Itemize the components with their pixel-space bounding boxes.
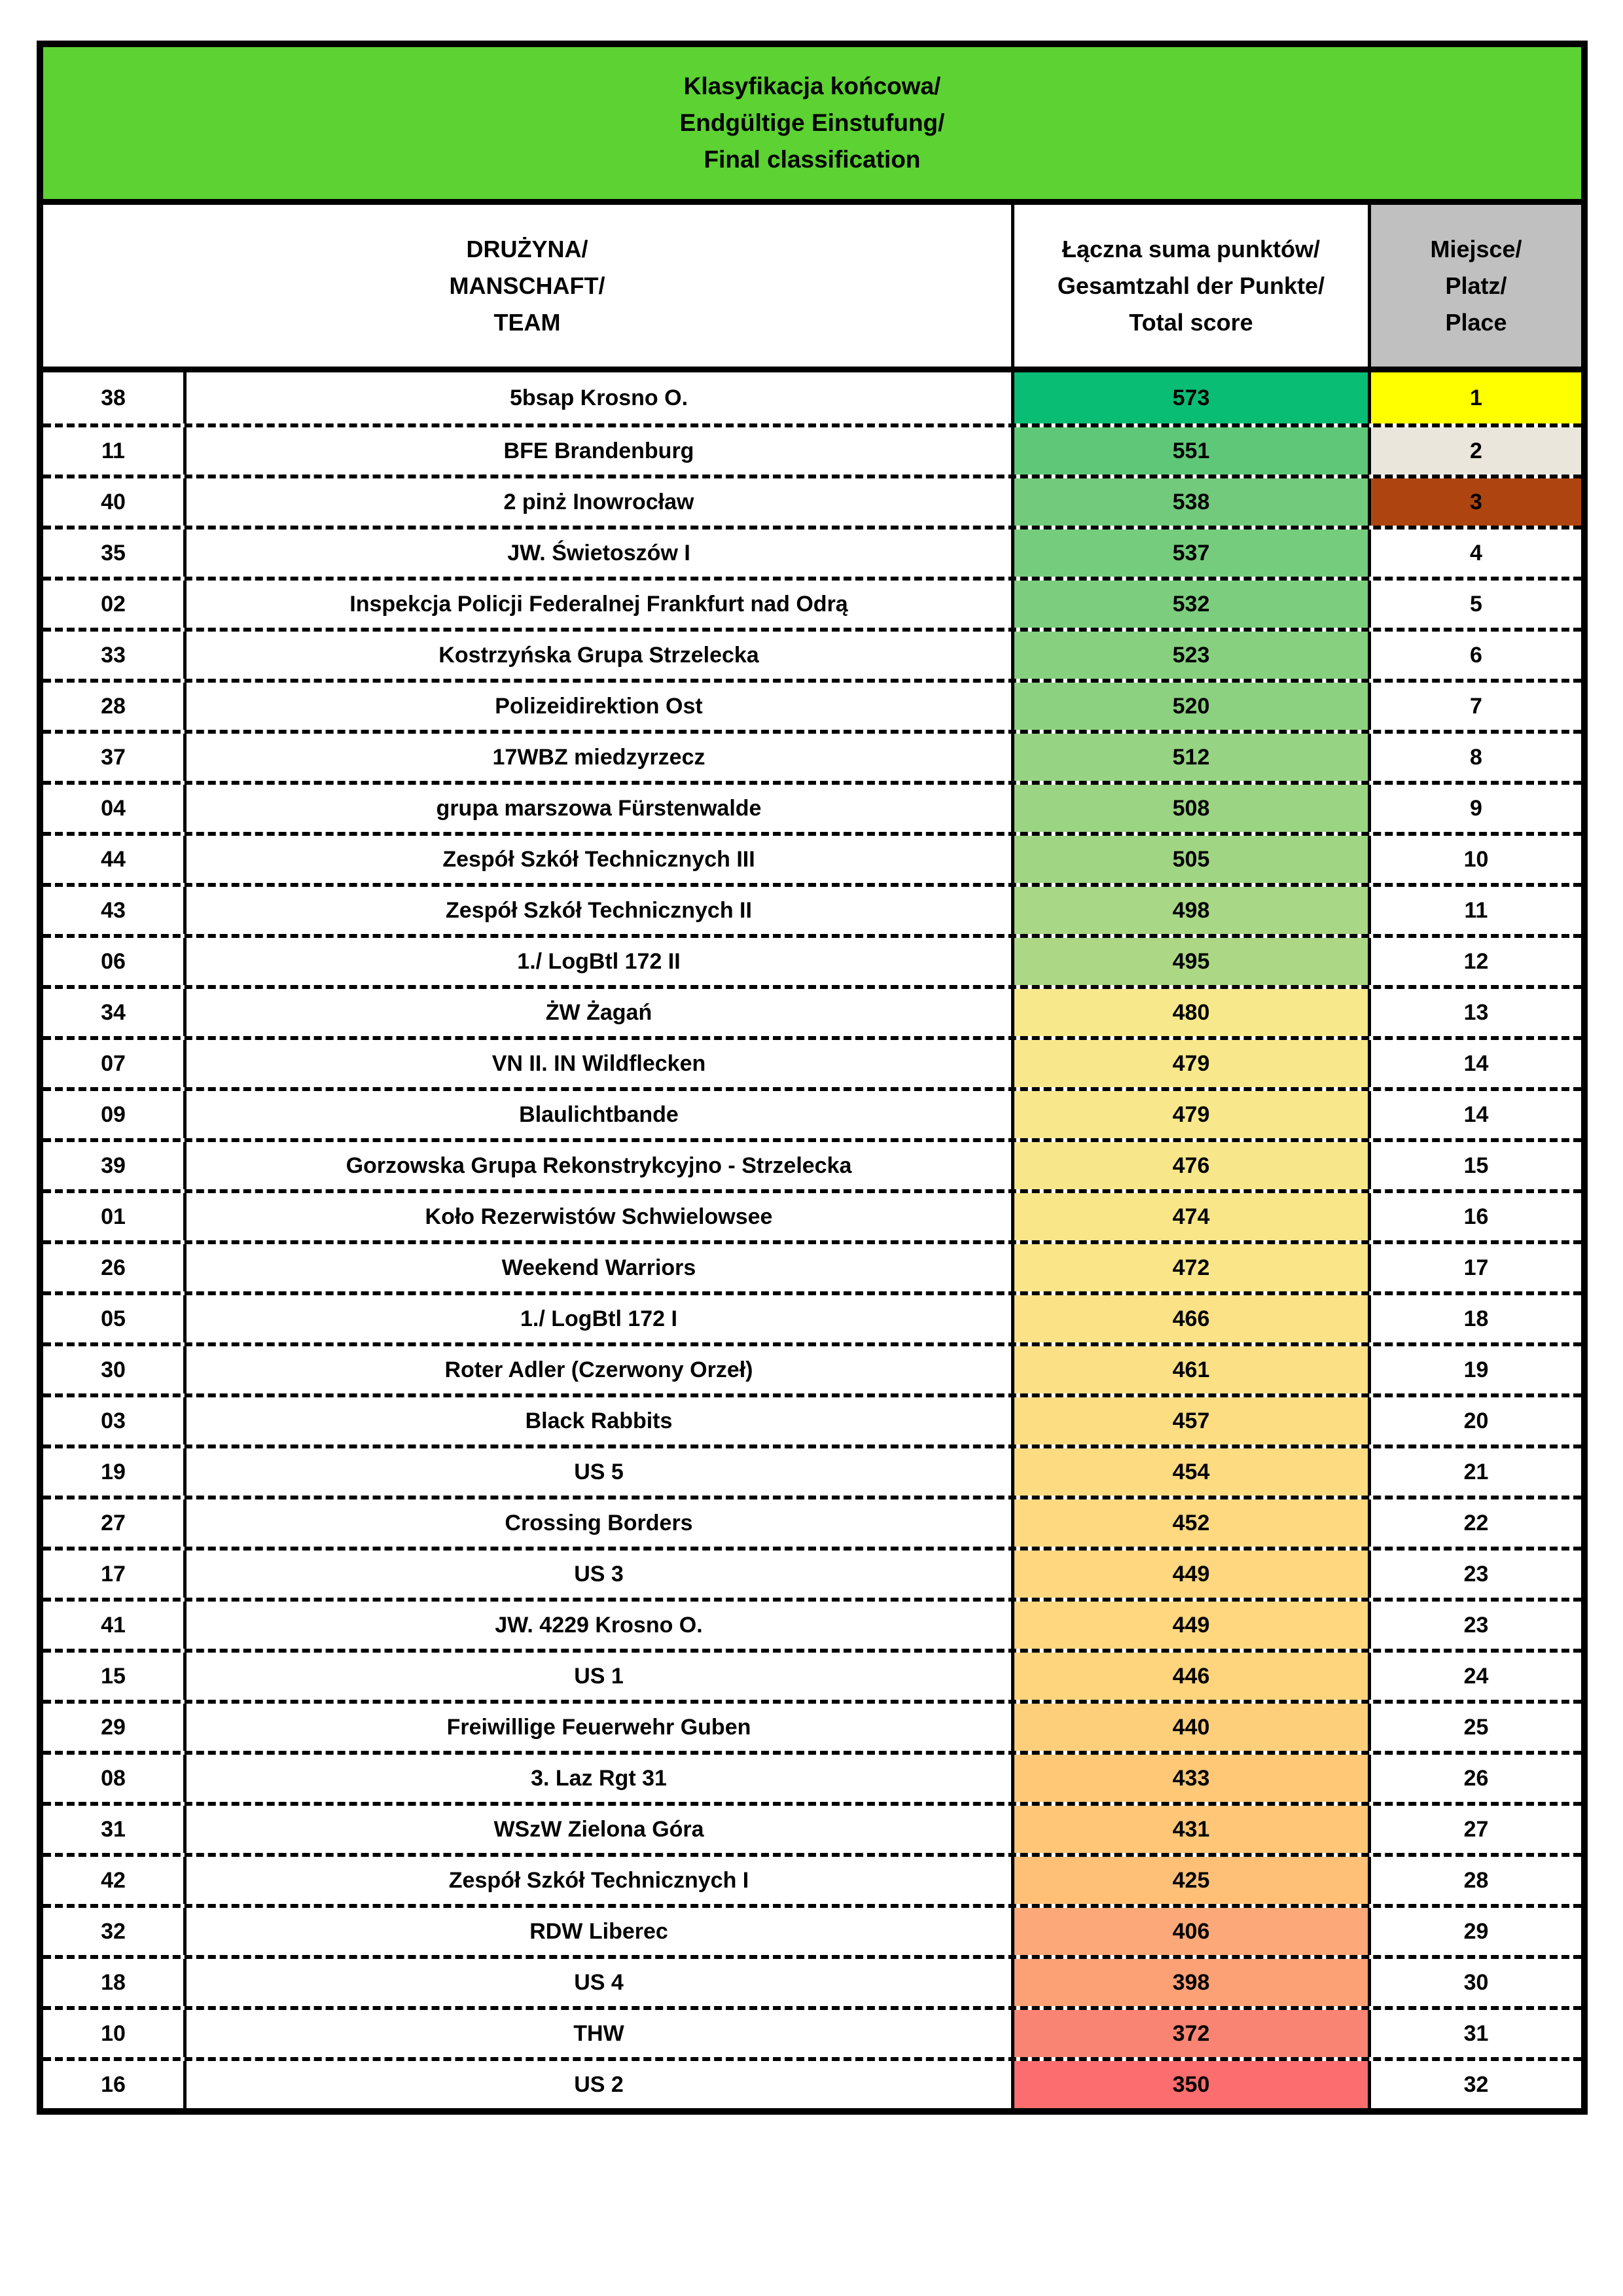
table-row xyxy=(43,2006,1581,2057)
team-id-cell: 27 xyxy=(101,1510,126,1535)
score-cell: 457 xyxy=(1011,1397,1368,1444)
score-cell: 433 xyxy=(1011,1755,1368,1802)
team-name-cell: WSzW Zielona Góra xyxy=(183,1806,1011,1853)
team-id-cell: 11 xyxy=(101,438,125,463)
score-cell: 505 xyxy=(1011,836,1368,883)
team-name-cell: US 4 xyxy=(183,1959,1011,2006)
team-name-cell: Roter Adler (Czerwony Orzeł) xyxy=(183,1346,1011,1393)
team-name-cell: Crossing Borders xyxy=(183,1499,1011,1547)
team-id-cell: 38 xyxy=(101,385,126,410)
team-name-cell: Inspekcja Policji Federalnej Frankfurt nad Odrą xyxy=(183,581,1011,628)
score-cell: 479 xyxy=(1011,1040,1368,1087)
table-row xyxy=(43,1291,1581,1342)
table-row xyxy=(43,1751,1581,1802)
table-row xyxy=(43,1547,1581,1598)
table-row xyxy=(43,1393,1581,1444)
header-row xyxy=(43,205,1581,372)
team-id-cell: 39 xyxy=(101,1153,126,1178)
table-row xyxy=(43,628,1581,679)
team-id-cell: 04 xyxy=(101,795,126,821)
team-id-cell: 18 xyxy=(101,1969,126,1995)
table-row xyxy=(43,1649,1581,1700)
score-cell: 454 xyxy=(1011,1448,1368,1496)
score-cell: 551 xyxy=(1011,427,1368,475)
place-cell: 11 xyxy=(1368,887,1581,934)
team-name-cell: US 2 xyxy=(183,2061,1011,2108)
table-row xyxy=(43,372,1581,423)
place-cell: 14 xyxy=(1368,1091,1581,1138)
team-id-cell: 32 xyxy=(101,1918,126,1944)
team-name-cell: US 1 xyxy=(183,1653,1011,1700)
team-id-cell: 29 xyxy=(101,1714,126,1740)
team-name-cell: Zespół Szkół Technicznych III xyxy=(183,836,1011,883)
score-cell: 466 xyxy=(1011,1295,1368,1342)
team-id-cell: 26 xyxy=(101,1255,126,1280)
team-id-cell: 15 xyxy=(101,1663,126,1689)
table-row xyxy=(43,526,1581,577)
team-name-cell: 2 pinż Inowrocław xyxy=(183,478,1011,526)
column-header-place xyxy=(1368,205,1581,367)
place-cell: 16 xyxy=(1368,1193,1581,1240)
team-id-cell: 37 xyxy=(101,744,126,770)
table-row xyxy=(43,1036,1581,1087)
place-cell: 9 xyxy=(1368,785,1581,832)
place-cell: 6 xyxy=(1368,632,1581,679)
score-cell: 398 xyxy=(1011,1959,1368,2006)
place-cell: 20 xyxy=(1368,1397,1581,1444)
team-id-cell: 08 xyxy=(101,1765,126,1791)
team-name-cell: Zespół Szkół Technicznych II xyxy=(183,887,1011,934)
table-row xyxy=(43,2057,1581,2108)
team-name-cell: Blaulichtbande xyxy=(183,1091,1011,1138)
table-row xyxy=(43,1138,1581,1189)
team-id-cell: 17 xyxy=(101,1561,126,1587)
score-cell: 508 xyxy=(1011,785,1368,832)
team-name-cell: Weekend Warriors xyxy=(183,1244,1011,1291)
team-id-cell: 07 xyxy=(101,1050,126,1076)
title-line-german: Endgültige Einstufung/ xyxy=(679,109,945,136)
classification-table xyxy=(37,41,1588,2115)
column-header-score xyxy=(1011,205,1368,367)
team-name-cell: RDW Liberec xyxy=(183,1908,1011,1955)
table-row xyxy=(43,1496,1581,1547)
team-id-cell: 10 xyxy=(101,2020,126,2046)
team-name-cell: Koło Rezerwistów Schwielowsee xyxy=(183,1193,1011,1240)
score-cell: 350 xyxy=(1011,2061,1368,2108)
place-cell: 18 xyxy=(1368,1295,1581,1342)
place-header-polish: Miejsce/ xyxy=(1430,235,1522,262)
score-cell: 523 xyxy=(1011,632,1368,679)
table-row xyxy=(43,1904,1581,1955)
place-cell: 14 xyxy=(1368,1040,1581,1087)
place-cell: 5 xyxy=(1368,581,1581,628)
team-id-cell: 31 xyxy=(101,1816,126,1842)
team-name-cell: Gorzowska Grupa Rekonstrykcyjno - Strzelecka xyxy=(183,1142,1011,1189)
place-cell: 32 xyxy=(1368,2061,1581,2108)
team-id-cell: 06 xyxy=(101,948,126,974)
place-cell: 7 xyxy=(1368,683,1581,730)
team-id-cell: 40 xyxy=(101,489,126,514)
team-id-cell: 02 xyxy=(101,591,126,617)
team-name-cell: Polizeidirektion Ost xyxy=(183,683,1011,730)
score-cell: 425 xyxy=(1011,1857,1368,1904)
score-cell: 495 xyxy=(1011,938,1368,985)
score-cell: 472 xyxy=(1011,1244,1368,1291)
team-id-cell: 33 xyxy=(101,642,126,668)
team-name-cell: 1./ LogBtl 172 I xyxy=(183,1295,1011,1342)
score-cell: 537 xyxy=(1011,529,1368,577)
score-cell: 476 xyxy=(1011,1142,1368,1189)
score-header-german: Gesamtzahl der Punkte/ xyxy=(1057,272,1325,299)
team-id-cell: 30 xyxy=(101,1357,126,1382)
table-row xyxy=(43,1444,1581,1496)
team-name-cell: BFE Brandenburg xyxy=(183,427,1011,475)
place-cell: 27 xyxy=(1368,1806,1581,1853)
score-header-english: Total score xyxy=(1129,308,1253,336)
team-id-cell: 34 xyxy=(101,999,126,1025)
team-name-cell: Black Rabbits xyxy=(183,1397,1011,1444)
score-cell: 452 xyxy=(1011,1499,1368,1547)
table-row xyxy=(43,1955,1581,2006)
score-cell: 449 xyxy=(1011,1551,1368,1598)
place-cell: 4 xyxy=(1368,529,1581,577)
place-cell: 25 xyxy=(1368,1704,1581,1751)
score-cell: 512 xyxy=(1011,734,1368,781)
place-cell: 28 xyxy=(1368,1857,1581,1904)
team-name-cell: Zespół Szkół Technicznych I xyxy=(183,1857,1011,1904)
place-cell: 24 xyxy=(1368,1653,1581,1700)
score-cell: 446 xyxy=(1011,1653,1368,1700)
score-cell: 449 xyxy=(1011,1602,1368,1649)
team-name-cell: 1./ LogBtl 172 II xyxy=(183,938,1011,985)
table-row xyxy=(43,1342,1581,1393)
table-row xyxy=(43,1189,1581,1240)
place-cell: 17 xyxy=(1368,1244,1581,1291)
team-name-cell: grupa marszowa Fürstenwalde xyxy=(183,785,1011,832)
place-cell: 13 xyxy=(1368,989,1581,1036)
team-id-cell: 35 xyxy=(101,540,126,565)
table-row xyxy=(43,883,1581,934)
team-id-cell: 42 xyxy=(101,1867,126,1893)
score-cell: 406 xyxy=(1011,1908,1368,1955)
team-name-cell: 17WBZ miedzyrzecz xyxy=(183,734,1011,781)
table-title xyxy=(43,47,1581,205)
team-name-cell: Kostrzyńska Grupa Strzelecka xyxy=(183,632,1011,679)
team-name-cell: US 3 xyxy=(183,1551,1011,1598)
table-row xyxy=(43,1087,1581,1138)
score-header-polish: Łączna suma punktów/ xyxy=(1061,235,1321,262)
team-id-cell: 05 xyxy=(101,1306,126,1331)
team-name-cell: ŻW Żagań xyxy=(183,989,1011,1036)
team-id-cell: 01 xyxy=(101,1204,126,1229)
score-cell: 538 xyxy=(1011,478,1368,526)
team-id-cell: 03 xyxy=(101,1408,126,1433)
score-cell: 372 xyxy=(1011,2010,1368,2057)
team-name-cell: 5bsap Krosno O. xyxy=(183,372,1011,423)
place-cell: 21 xyxy=(1368,1448,1581,1496)
team-id-cell: 44 xyxy=(101,846,126,872)
team-header-german: MANSCHAFT/ xyxy=(449,272,605,299)
place-cell: 3 xyxy=(1368,478,1581,526)
place-cell: 29 xyxy=(1368,1908,1581,1955)
team-id-cell: 41 xyxy=(101,1612,126,1638)
table-row xyxy=(43,1802,1581,1853)
score-cell: 440 xyxy=(1011,1704,1368,1751)
place-cell: 8 xyxy=(1368,734,1581,781)
rows-container xyxy=(43,372,1581,2108)
team-header-english: TEAM xyxy=(493,308,561,336)
score-cell: 498 xyxy=(1011,887,1368,934)
place-cell: 23 xyxy=(1368,1551,1581,1598)
team-name-cell: JW. Świetoszów I xyxy=(183,529,1011,577)
team-name-cell: US 5 xyxy=(183,1448,1011,1496)
title-line-english: Final classification xyxy=(704,146,921,173)
place-cell: 10 xyxy=(1368,836,1581,883)
table-row xyxy=(43,781,1581,832)
score-cell: 474 xyxy=(1011,1193,1368,1240)
place-header-german: Platz/ xyxy=(1445,272,1507,299)
team-name-cell: VN II. IN Wildflecken xyxy=(183,1040,1011,1087)
place-cell: 30 xyxy=(1368,1959,1581,2006)
place-cell: 2 xyxy=(1368,427,1581,475)
score-cell: 480 xyxy=(1011,989,1368,1036)
score-cell: 461 xyxy=(1011,1346,1368,1393)
place-cell: 19 xyxy=(1368,1346,1581,1393)
place-cell: 12 xyxy=(1368,938,1581,985)
table-row xyxy=(43,985,1581,1036)
team-id-cell: 09 xyxy=(101,1102,126,1127)
table-row xyxy=(43,730,1581,781)
team-name-cell: 3. Laz Rgt 31 xyxy=(183,1755,1011,1802)
table-row xyxy=(43,1853,1581,1904)
table-row xyxy=(43,475,1581,526)
place-cell: 23 xyxy=(1368,1602,1581,1649)
place-cell: 22 xyxy=(1368,1499,1581,1547)
place-cell: 31 xyxy=(1368,2010,1581,2057)
team-name-cell: JW. 4229 Krosno O. xyxy=(183,1602,1011,1649)
table-row xyxy=(43,1240,1581,1291)
table-row xyxy=(43,423,1581,475)
place-header-english: Place xyxy=(1445,308,1507,336)
place-cell: 1 xyxy=(1368,372,1581,423)
score-cell: 520 xyxy=(1011,683,1368,730)
team-id-cell: 28 xyxy=(101,693,126,719)
column-header-team xyxy=(43,205,1011,367)
title-line-polish: Klasyfikacja końcowa/ xyxy=(683,73,941,99)
table-row xyxy=(43,934,1581,985)
place-cell: 26 xyxy=(1368,1755,1581,1802)
team-id-cell: 43 xyxy=(101,897,126,923)
table-row xyxy=(43,832,1581,883)
table-row xyxy=(43,1598,1581,1649)
place-cell: 15 xyxy=(1368,1142,1581,1189)
score-cell: 573 xyxy=(1011,372,1368,423)
team-id-cell: 19 xyxy=(101,1459,126,1484)
table-row xyxy=(43,1700,1581,1751)
team-name-cell: THW xyxy=(183,2010,1011,2057)
team-name-cell: Freiwillige Feuerwehr Guben xyxy=(183,1704,1011,1751)
team-id-cell: 16 xyxy=(101,2072,126,2097)
score-cell: 532 xyxy=(1011,581,1368,628)
score-cell: 479 xyxy=(1011,1091,1368,1138)
score-cell: 431 xyxy=(1011,1806,1368,1853)
table-row xyxy=(43,577,1581,628)
team-header-polish: DRUŻYNA/ xyxy=(466,235,588,262)
table-row xyxy=(43,679,1581,730)
